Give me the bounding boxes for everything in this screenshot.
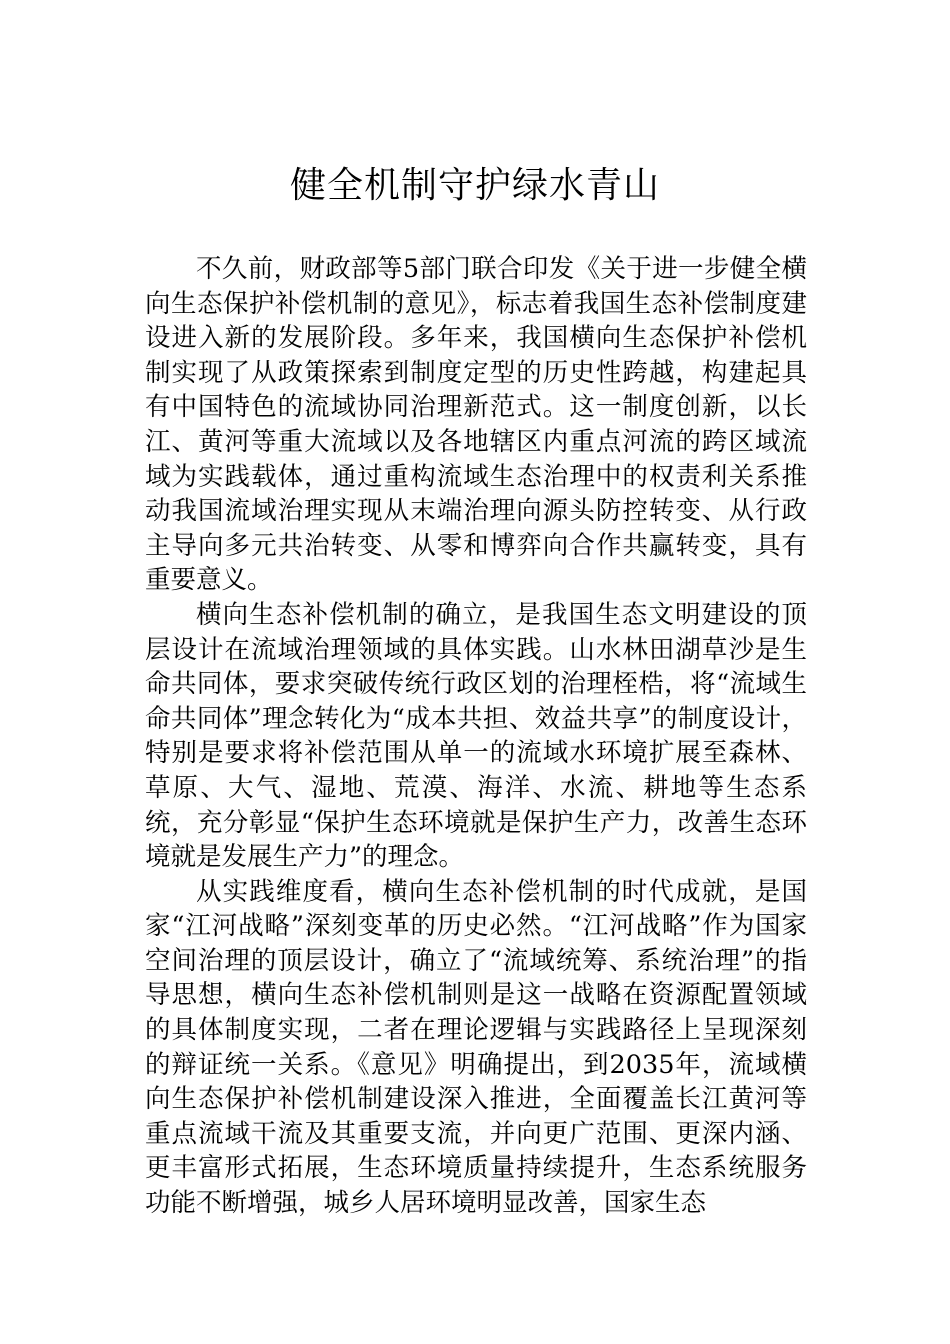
paragraph-2: 横向生态补偿机制的确立，是我国生态文明建设的顶层设计在流域治理领域的具体实践。山水林田湖草沙是生命共同体，要求突破传统行政区划的治理桎梏，将“流域生命共同体”理念转化为“成本共担、效益共享”的制度设计，特别是要求将补偿范围从单一的流域水环境扩展至森林、草原、大气、湿地、荒漠、海洋、水流、耕地等生态系统，充分彰显“保护生态环境就是保护生产力，改善生态环境就是发展生产力”的理念。 xyxy=(145,599,807,873)
paragraph-1: 不久前，财政部等5部门联合印发《关于进一步健全横向生态保护补偿机制的意见》，标志着我国生态补偿制度建设进入新的发展阶段。多年来，我国横向生态保护补偿机制实现了从政策探索到制度定型的历史性跨越，构建起具有中国特色的流域协同治理新范式。这一制度创新，以长江、黄河等重大流域以及各地辖区内重点河流的跨区域流域为实践载体，通过重构流域生态治理中的权责利关系推动我国流域治理实现从末端治理向源头防控转变、从行政主导向多元共治转变、从零和博弈向合作共赢转变，具有重要意义。 xyxy=(145,254,807,596)
article-body xyxy=(145,252,807,1221)
page-title: 健全机制守护绿水青山 xyxy=(289,165,660,206)
paragraph-3: 从实践维度看，横向生态补偿机制的时代成就，是国家“江河战略”深刻变革的历史必然。“江河战略”作为国家空间治理的顶层设计，确立了“流域统筹、系统治理”的指导思想，横向生态补偿机制则是这一战略在资源配置领域的具体制度实现，二者在理论逻辑与实践路径上呈现深刻的辩证统一关系。《意见》明确提出，到2035年，流域横向生态保护补偿机制建设深入推进，全面覆盖长江黄河等重点流域干流及其重要支流，并向更广范围、更深内涵、更丰富形式拓展，生态环境质量持续提升，生态系统服务功能不断增强，城乡人居环境明显改善，国家生态 xyxy=(145,876,807,1219)
